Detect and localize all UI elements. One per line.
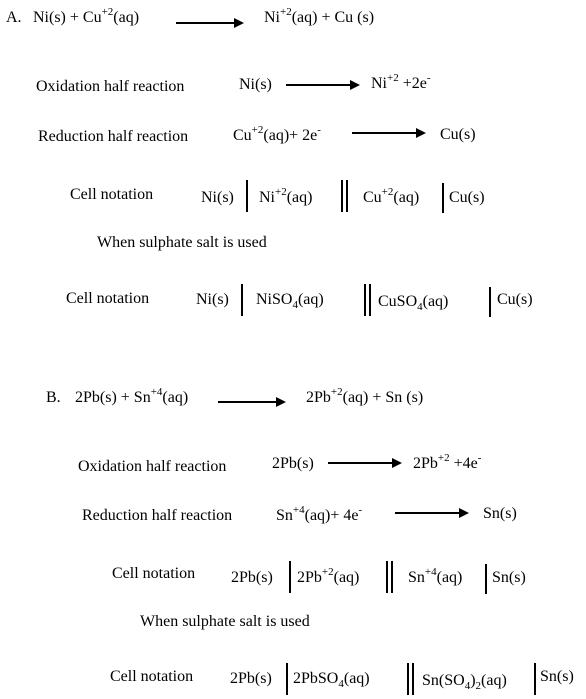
phase-boundary-icon bbox=[289, 561, 291, 593]
section-b-cell-notation-label: Cell notation bbox=[112, 565, 196, 582]
section-a-equation-reactants: $Ni(s) + Cu^{+2}(aq)$ bbox=[33, 6, 140, 26]
salt-bridge-icon bbox=[407, 663, 409, 695]
section-a-cell-sulphate-anode: Ni(s) bbox=[196, 291, 229, 308]
section-a-reduction-label: Reduction half reaction bbox=[38, 128, 189, 145]
salt-bridge-icon bbox=[364, 284, 366, 316]
section-b-cell-cathode-solution: $Sn^{+4}(aq)$ bbox=[408, 566, 463, 586]
section-a-reduction-product: Cu(s) bbox=[440, 126, 476, 143]
phase-boundary-icon bbox=[534, 663, 536, 695]
section-b-oxidation-product: $2Pb^{+2} +4e^-$ bbox=[413, 452, 482, 472]
section-a-cell-sulphate-cathode: Cu(s) bbox=[497, 291, 533, 308]
salt-bridge-icon bbox=[346, 180, 348, 212]
section-b-oxidation-label: Oxidation half reaction bbox=[78, 458, 227, 475]
section-a-cell-sulphate-anode-solution: NiSO$_4$(aq) bbox=[256, 291, 324, 311]
section-a-oxidation-reactant: Ni(s) bbox=[239, 76, 272, 93]
section-b-cell-sulphate-label: Cell notation bbox=[110, 668, 194, 685]
section-a-label: A. bbox=[6, 9, 22, 26]
section-b-label: B. bbox=[46, 389, 61, 406]
oxidation-arrow-icon bbox=[286, 80, 360, 90]
section-b-cell-sulphate-cathode-solution: $Sn(SO_4)_2(aq)$ bbox=[422, 672, 507, 692]
phase-boundary-icon bbox=[241, 284, 243, 316]
section-b-equation-products: $2Pb^{+2}(aq) + Sn$ (s) bbox=[306, 386, 424, 406]
section-b-equation-reactants: $2Pb(s) + Sn^{+4}(aq)$ bbox=[75, 386, 189, 406]
section-b-sulphate-note: When sulphate salt is used bbox=[140, 613, 310, 630]
salt-bridge-icon bbox=[341, 180, 343, 212]
section-b-reduction-product: Sn(s) bbox=[483, 505, 517, 522]
oxidation-arrow-icon bbox=[328, 458, 402, 468]
reaction-arrow-icon bbox=[176, 18, 244, 28]
section-b-cell-anode: 2Pb(s) bbox=[231, 569, 273, 586]
reduction-arrow-icon bbox=[395, 508, 469, 518]
section-a-cell-cathode-solution: $Cu^{+2}(aq)$ bbox=[363, 186, 420, 206]
section-a-oxidation-product: $Ni^{+2} +2e^-$ bbox=[371, 72, 431, 92]
section-b-cell-sulphate-anode-solution: 2PbSO$_4$(aq) bbox=[293, 670, 370, 690]
phase-boundary-icon bbox=[246, 180, 248, 212]
reaction-arrow-icon bbox=[218, 397, 286, 407]
section-a-reduction-reactant: $Cu^{+2}(aq)+ 2e^-$ bbox=[233, 124, 321, 144]
salt-bridge-icon bbox=[391, 561, 393, 593]
section-a-cell-sulphate-label: Cell notation bbox=[66, 290, 150, 307]
section-a-oxidation-label: Oxidation half reaction bbox=[36, 78, 185, 95]
section-b-reduction-label: Reduction half reaction bbox=[82, 507, 233, 524]
section-a-sulphate-note: When sulphate salt is used bbox=[97, 234, 267, 251]
section-b-cell-anode-solution: $2Pb^{+2}(aq)$ bbox=[297, 566, 360, 586]
phase-boundary-icon bbox=[442, 183, 444, 213]
section-b-cell-cathode: Sn(s) bbox=[492, 569, 526, 586]
phase-boundary-icon bbox=[485, 564, 487, 594]
section-b-oxidation-reactant: 2Pb(s) bbox=[272, 455, 314, 472]
section-b-cell-sulphate-cathode: Sn(s) bbox=[540, 668, 574, 685]
section-a-cell-notation-label: Cell notation bbox=[70, 186, 154, 203]
salt-bridge-icon bbox=[369, 284, 371, 316]
section-a-cell-sulphate-cathode-solution: CuSO$_4$(aq) bbox=[378, 293, 449, 313]
reduction-arrow-icon bbox=[352, 128, 426, 138]
salt-bridge-icon bbox=[386, 561, 388, 593]
section-b-reduction-reactant: $Sn^{+4}(aq)+ 4e^-$ bbox=[276, 504, 363, 524]
phase-boundary-icon bbox=[286, 663, 288, 695]
salt-bridge-icon bbox=[412, 663, 414, 695]
section-a-equation-products: $Ni^{+2}(aq) + Cu$ (s) bbox=[264, 6, 375, 26]
section-a-cell-anode: Ni(s) bbox=[201, 189, 234, 206]
phase-boundary-icon bbox=[489, 287, 491, 317]
section-b-cell-sulphate-anode: 2Pb(s) bbox=[230, 670, 272, 687]
section-a-cell-cathode: Cu(s) bbox=[449, 189, 485, 206]
section-a-cell-anode-solution: $Ni^{+2}(aq)$ bbox=[259, 186, 313, 206]
